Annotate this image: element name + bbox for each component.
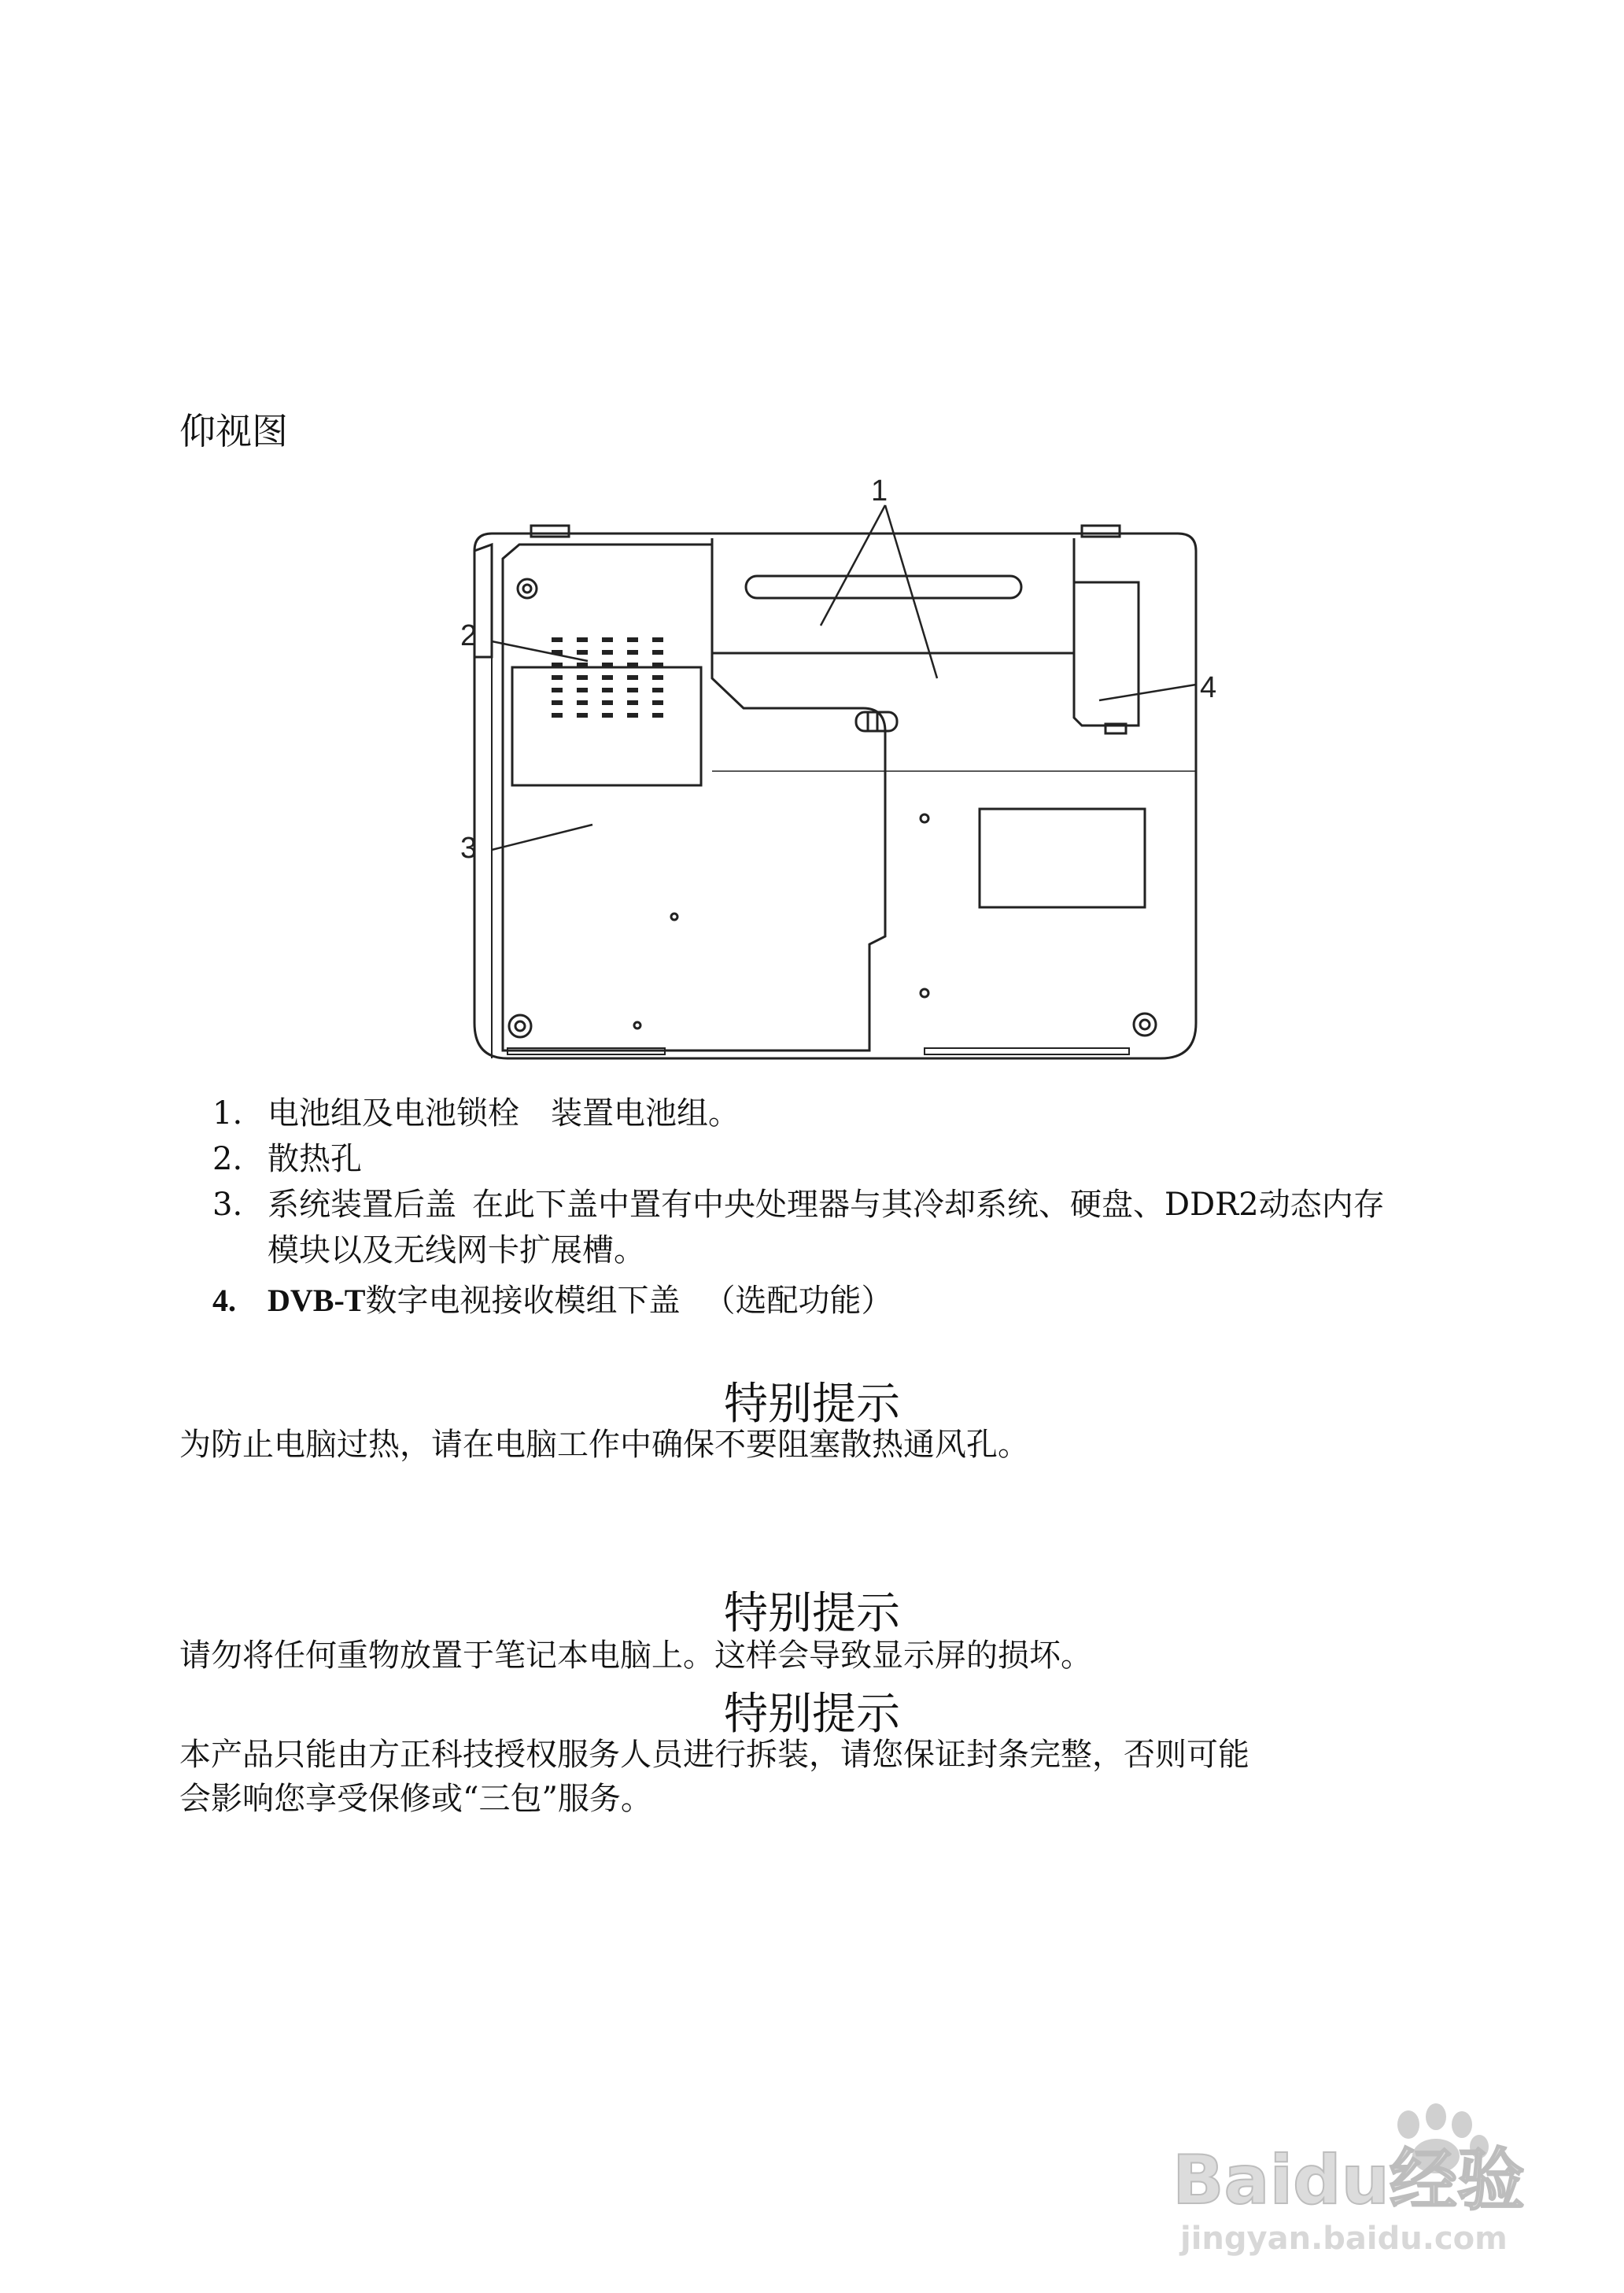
- item-label-en: DVB-T: [268, 1283, 366, 1318]
- notice-body: [179, 1423, 1407, 1467]
- item-desc: 在此下盖中置有中央处理器与其冷却系统、硬盘、DDR2动态内存: [472, 1187, 1385, 1223]
- battery-pack: [712, 538, 1074, 653]
- item-number: 4.: [212, 1283, 236, 1318]
- notice-title: 特别提示: [724, 1689, 900, 1740]
- item-desc-cont: 模块以及无线网卡扩展槽。: [268, 1232, 645, 1268]
- callout-2: 2: [460, 619, 478, 652]
- callout-4: 4: [1200, 671, 1217, 704]
- vent-grid: [552, 637, 663, 718]
- laptop-bottom-view-diagram: [460, 472, 1227, 1070]
- heat-sink-area: [512, 667, 701, 785]
- watermark-url: jingyan.baidu.com: [1180, 2221, 1508, 2257]
- notice-body: [179, 1733, 1407, 1821]
- notice-line: 会影响您享受保修或“三包”服务。: [179, 1781, 652, 1817]
- item-number: 1.: [212, 1095, 243, 1132]
- notice-line: 请勿将任何重物放置于笔记本电脑上。这样会导致显示屏的损坏。: [179, 1638, 1092, 1674]
- hinge-strip: [474, 545, 492, 657]
- item-desc: （选配功能）: [703, 1283, 893, 1319]
- watermark-brand: Baidu经验: [1172, 2141, 1525, 2220]
- component-list: [212, 1091, 1471, 1324]
- list-item: [212, 1091, 1471, 1136]
- baidu-watermark-logo: [1164, 2093, 1589, 2258]
- callout-1: 1: [871, 474, 888, 508]
- dvbt-cover: [1074, 582, 1139, 726]
- notice-title: 特别提示: [724, 1588, 900, 1639]
- item-label: 系统装置后盖: [268, 1187, 456, 1223]
- item-label: 电池组及电池锁栓: [268, 1095, 519, 1132]
- notice-title: 特别提示: [724, 1379, 900, 1430]
- item-label: 散热孔: [268, 1141, 362, 1177]
- label-panel: [980, 809, 1145, 907]
- notice-line: 为防止电脑过热，请在电脑工作中确保不要阻塞散热通风孔。: [179, 1427, 1029, 1463]
- section-heading: 仰视图: [179, 410, 288, 452]
- system-cover: [503, 545, 885, 1050]
- list-item: [212, 1136, 1471, 1182]
- battery-slot: [746, 576, 1021, 598]
- notice-line: 本产品只能由方正科技授权服务人员进行拆装，请您保证封条完整，否则可能: [179, 1737, 1249, 1773]
- item-number: 3.: [212, 1187, 243, 1223]
- chassis-outline: [474, 534, 1196, 1058]
- callout-3: 3: [460, 832, 478, 865]
- notice-body: [179, 1634, 1407, 1678]
- item-desc: 装置电池组。: [551, 1095, 740, 1132]
- item-number: 2.: [212, 1141, 243, 1177]
- list-item: [212, 1278, 1471, 1324]
- item-label: 数字电视接收模组下盖: [365, 1283, 681, 1319]
- list-item: [212, 1182, 1471, 1273]
